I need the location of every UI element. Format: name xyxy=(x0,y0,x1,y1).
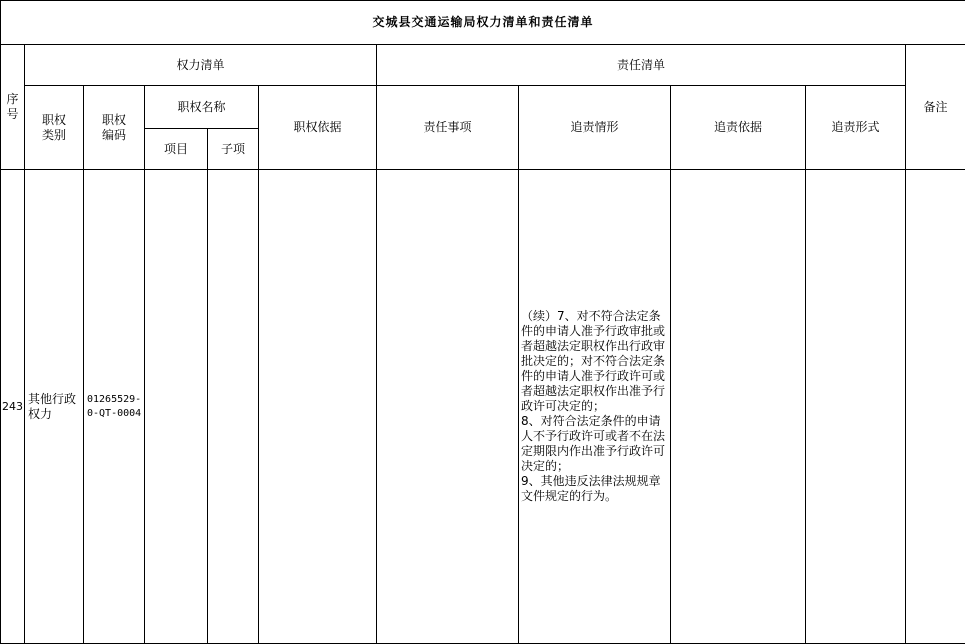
cell-accountability-form xyxy=(806,170,906,644)
accountability-line-3: 9、其他违反法律法规规章文件规定的行为。 xyxy=(521,474,661,503)
header-subitem: 子项 xyxy=(208,129,259,170)
header-power-list: 权力清单 xyxy=(25,45,377,86)
cell-basis xyxy=(259,170,377,644)
header-basis: 职权依据 xyxy=(259,86,377,170)
cell-code: 01265529-0-QT-0004 xyxy=(84,170,145,644)
cell-seq: 243 xyxy=(1,170,25,644)
accountability-line-1: （续）7、对不符合法定条件的申请人准予行政审批或者超越法定职权作出行政审批决定的；对不符合法定条件的申请人准予行政许可或者超越法定职权作出准予行政许可决定的； xyxy=(521,309,666,413)
header-remarks: 备注 xyxy=(906,45,965,170)
page-title: 交城县交通运输局权力清单和责任清单 xyxy=(1,1,965,45)
header-name: 职权名称 xyxy=(145,86,259,129)
header-accountability-form: 追责形式 xyxy=(806,86,906,170)
table-row xyxy=(1,170,965,644)
header-responsibility-list: 责任清单 xyxy=(377,45,906,86)
header-code: 职权编码 xyxy=(84,86,145,170)
header-duty: 责任事项 xyxy=(377,86,519,170)
header-seq: 序号 xyxy=(1,45,25,170)
header-accountability-basis: 追责依据 xyxy=(671,86,806,170)
accountability-line-2: 8、对符合法定条件的申请人不予行政许可或者不在法定期限内作出准予行政许可决定的； xyxy=(521,414,666,473)
header-accountability: 追责情形 xyxy=(519,86,671,170)
header-category: 职权类别 xyxy=(25,86,84,170)
cell-duty xyxy=(377,170,519,644)
cell-subitem xyxy=(208,170,259,644)
cell-item xyxy=(145,170,208,644)
cell-remarks xyxy=(906,170,965,644)
header-item: 项目 xyxy=(145,129,208,170)
cell-accountability-basis xyxy=(671,170,806,644)
cell-accountability xyxy=(519,170,671,644)
cell-category: 其他行政权力 xyxy=(25,170,84,644)
